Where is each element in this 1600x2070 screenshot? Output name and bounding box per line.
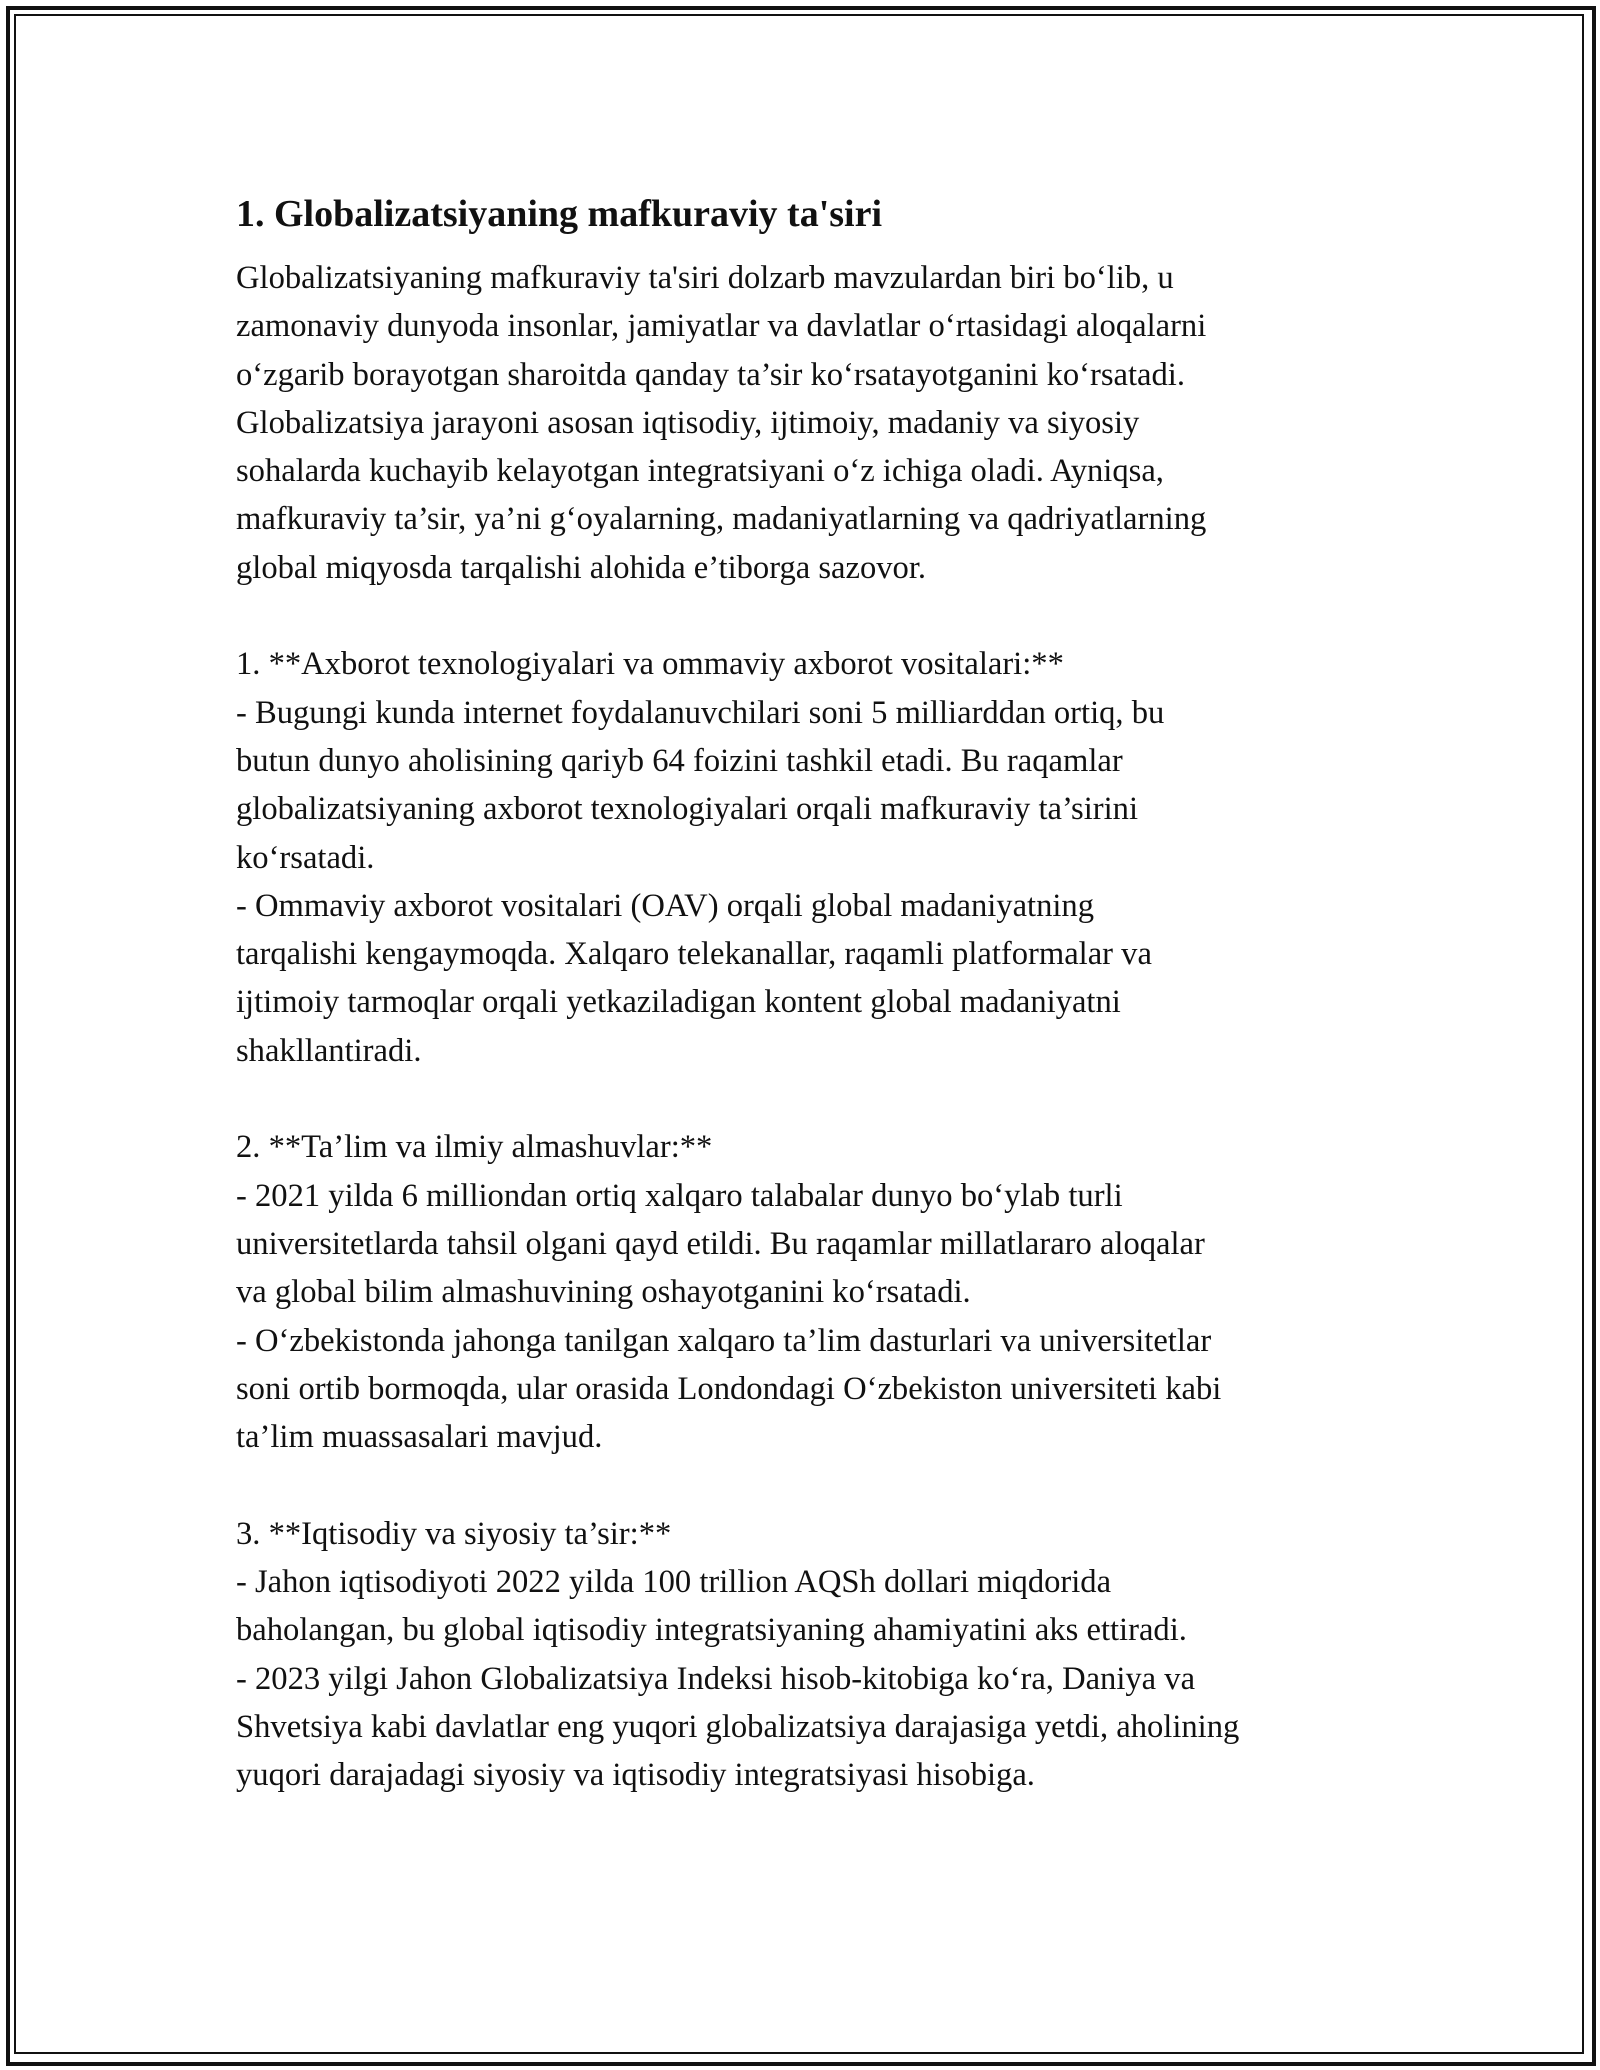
list-item: - 2021 yilda 6 milliondan ortiq xalqaro talabalar dunyo bo‘ylab turli universitetlarda tahsil olgani qayd etildi. Bu raqamlar millatlararo aloqalar va global bilim almashuvining oshayotganini ko‘rsatadi.	[236, 1177, 1205, 1311]
spacer	[236, 1075, 1386, 1123]
intro-paragraph: Globalizatsiyaning mafkuraviy ta'siri dolzarb mavzulardan biri bo‘lib, u zamonaviy dunyoda insonlar, jamiyatlar va davlatlar o‘rtasidagi aloqalarni o‘zgarib borayotgan sharoitda qanday ta’sir ko‘rsatayotganini ko‘rsatadi. Globalizatsiya jarayoni asosan iqtisodiy, ijtimoiy, madaniy va siyosiy sohalarda kuchayib kelayotgan integratsiyani o‘z ichiga oladi. Ayniqsa, mafkuraviy ta’sir, ya’ni g‘oyalarning, madaniyatlarning va qadriyatlarning global miqyosda tarqalishi alohida e’tiborga sazovor.	[236, 260, 1207, 586]
spacer	[236, 1461, 1386, 1509]
section-1	[236, 640, 1386, 1075]
list-item: - Bugungi kunda internet foydalanuvchilari soni 5 milliarddan ortiq, bu butun dunyo aholisining qariyb 64 foizini tashkil etadi. Bu raqamlar globalizatsiyaning axborot texnologiyalari orqali mafkuraviy ta’sirini ko‘rsatadi.	[236, 694, 1165, 876]
list-item: - O‘zbekistonda jahonga tanilgan xalqaro ta’lim dasturlari va universitetlar soni ortib bormoqda, ular orasida Londondagi O‘zbekiston universiteti kabi ta’lim muassasalari mavjud.	[236, 1322, 1222, 1456]
list-item: - Ommaviy axborot vositalari (OAV) orqali global madaniyatning tarqalishi kengaymoqda. Xalqaro telekanallar, raqamli platformalar va ijtimoiy tarmoqlar orqali yetkaziladigan kontent global madaniyatni shakllantiradi.	[236, 887, 1152, 1069]
section-2	[236, 1123, 1386, 1461]
document-heading: 1. Globalizatsiyaning mafkuraviy ta'siri	[236, 193, 883, 235]
document-body	[236, 188, 1386, 1800]
section-3	[236, 1510, 1386, 1800]
list-item: - Jahon iqtisodiyoti 2022 yilda 100 trillion AQSh dollari miqdorida baholangan, bu global iqtisodiy integratsiyaning ahamiyatini aks ettiradi.	[236, 1564, 1187, 1649]
section-title: 2. **Ta’lim va ilmiy almashuvlar:**	[236, 1129, 713, 1166]
list-item: - 2023 yilgi Jahon Globalizatsiya Indeksi hisob-kitobiga ko‘ra, Daniya va Shvetsiya kabi davlatlar eng yuqori globalizatsiya darajasiga yetdi, aholining yuqori darajadagi siyosiy va iqtisodiy integratsiyasi hisobiga.	[236, 1660, 1240, 1794]
spacer	[236, 592, 1386, 640]
section-title: 1. **Axborot texnologiyalari va ommaviy axborot vositalari:**	[236, 646, 1064, 683]
section-title: 3. **Iqtisodiy va siyosiy ta’sir:**	[236, 1515, 672, 1552]
